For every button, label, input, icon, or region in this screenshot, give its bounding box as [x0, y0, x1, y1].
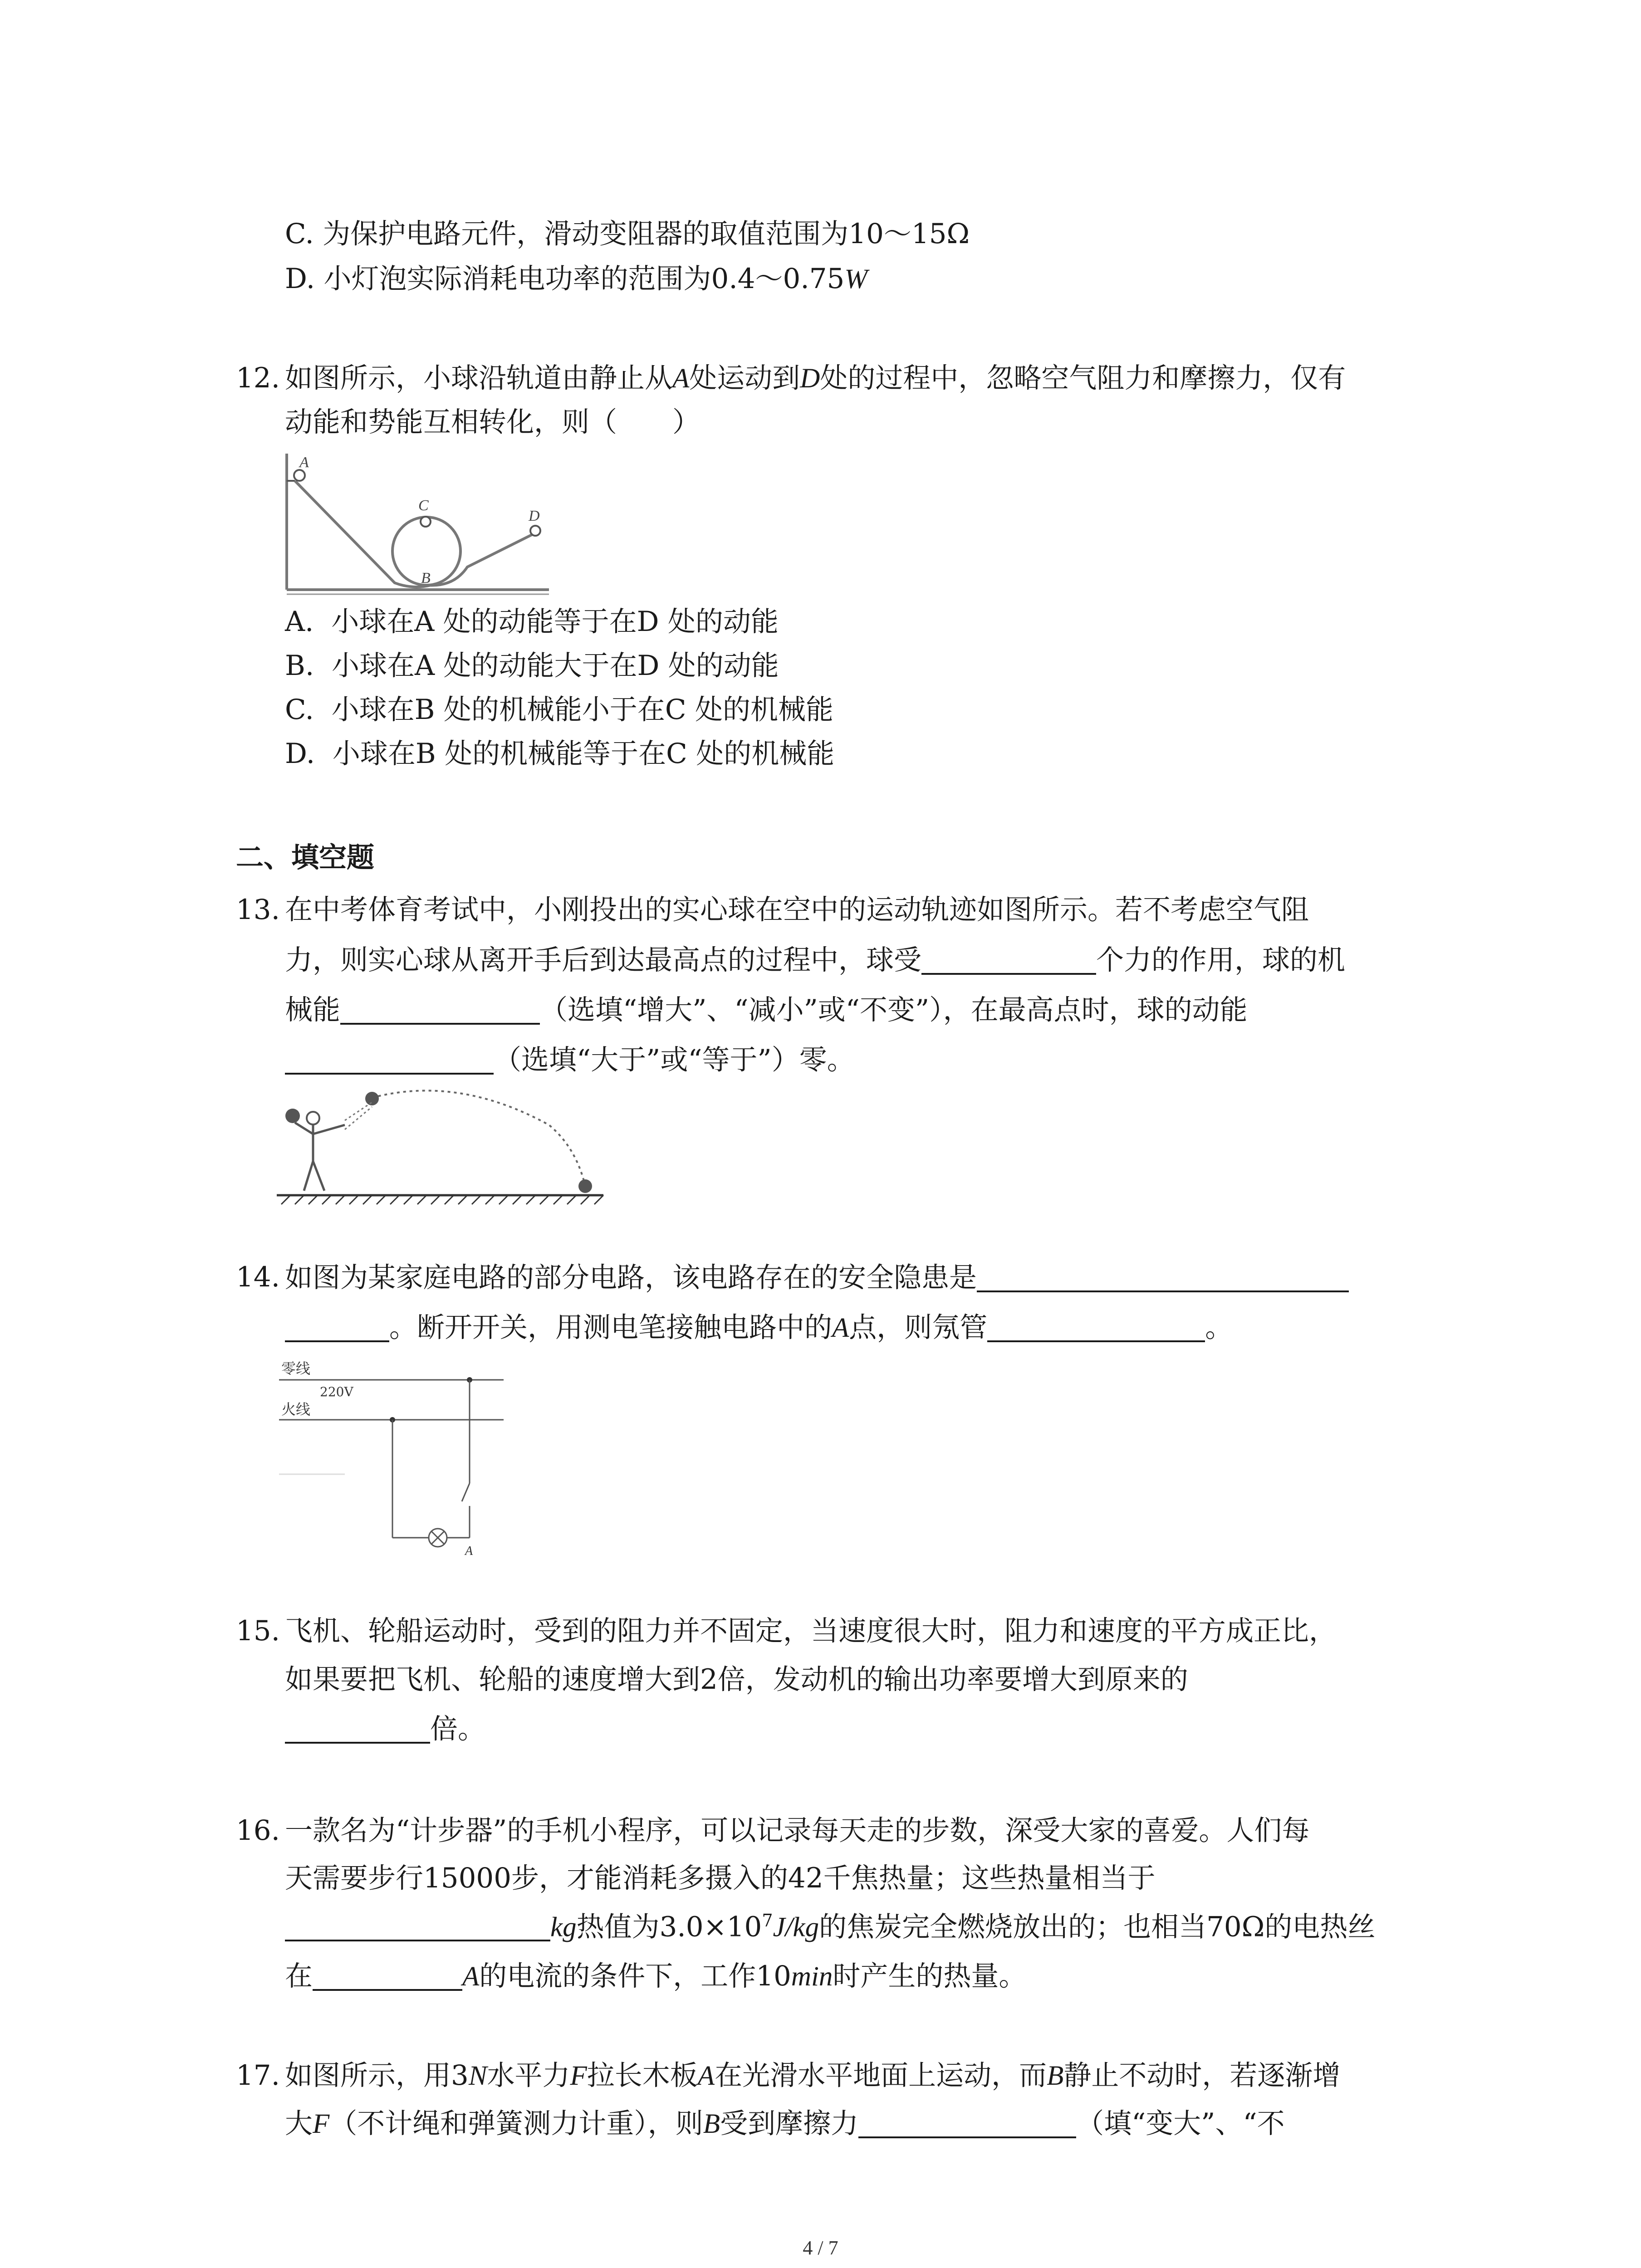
q14-circuit-figure	[277, 1356, 513, 1556]
q14-point-a-label: A	[465, 1544, 473, 1558]
q16-number: 16.	[236, 1814, 280, 1847]
q11-option-d: D. 小灯泡实际消耗电功率的范围为0.4～0.75W	[285, 263, 868, 295]
q15-number: 15.	[236, 1615, 280, 1647]
q14-blank-1a[interactable]	[977, 1263, 1349, 1292]
q13-line3: 械能 （选填“增大”、“减小”或“不变”），在最高点时，球的动能	[285, 994, 1248, 1026]
q14-line2: 。断开开关，用测电笔接触电路中的A点，则氖管 。	[285, 1313, 1233, 1342]
q13-line2: 力，则实心球从离开手后到达最高点的过程中，球受 个力的作用，球的机	[285, 944, 1346, 976]
q17-line1: 如图所示，用3N水平力F拉长木板A在光滑水平地面上运动，而B静止不动时，若逐渐增	[285, 2059, 1341, 2092]
q14-line1: 如图为某家庭电路的部分电路，该电路存在的安全隐患是	[285, 1263, 1349, 1292]
q16-line3: kg热值为$3.0\times 10^7J/kg$的焦炭完全燃烧放出的；也相当70Ω的电热丝	[285, 1912, 1375, 1941]
q14-live-label: 火线	[281, 1401, 311, 1418]
q12-line2: 动能和势能互相转化，则（ ）	[285, 406, 700, 438]
q12-fig-label-b: B	[421, 570, 431, 587]
q16-blank-2[interactable]	[313, 1962, 462, 1991]
q17-line2: 大F（不计绳和弹簧测力计重），则B受到摩擦力 （填“变大”、“不	[285, 2107, 1285, 2140]
q14-voltage-label: 220V	[320, 1384, 353, 1399]
q13-throw-figure	[277, 1080, 603, 1211]
q15-blank-1[interactable]	[285, 1715, 430, 1744]
q13-line4: （选填“大于”或“等于”）零。	[285, 1046, 855, 1075]
q13-blank-2[interactable]	[340, 996, 540, 1025]
q16-line4: 在 A的电流的条件下，工作10min时产生的热量。	[285, 1960, 1027, 1992]
q12-line1: 如图所示，小球沿轨道由静止从A处运动到D处的过程中，忽略空气阻力和摩擦力，仅有	[285, 362, 1346, 394]
q13-number: 13.	[236, 894, 280, 926]
q15-line1: 飞机、轮船运动时，受到的阻力并不固定，当速度很大时，阻力和速度的平方成正比，	[285, 1615, 1337, 1647]
q13-line1: 在中考体育考试中，小刚投出的实心球在空中的运动轨迹如图所示。若不考虑空气阻	[285, 894, 1309, 926]
q12-fig-label-a: A	[299, 454, 309, 471]
q12-option-c[interactable]: C. 小球在B 处的机械能小于在C 处的机械能	[285, 694, 833, 726]
q12-track-figure	[281, 454, 554, 603]
q12-option-b[interactable]: B. 小球在A 处的动能大于在D 处的动能	[285, 650, 779, 682]
q15-line3: 倍。	[285, 1715, 485, 1744]
q13-blank-1[interactable]	[921, 946, 1096, 975]
q12-number: 12.	[236, 362, 280, 394]
q14-number: 14.	[236, 1261, 280, 1293]
q17-blank-1[interactable]	[858, 2109, 1076, 2138]
q12-option-a[interactable]: A. 小球在A 处的动能等于在D 处的动能	[285, 606, 779, 638]
q14-blank-1b[interactable]	[285, 1313, 389, 1342]
q12-fig-label-d: D	[529, 508, 540, 524]
q16-line2: 天需要步行15000步，才能消耗多摄入的42千焦热量；这些热量相当于	[285, 1862, 1156, 1894]
q12-option-d[interactable]: D. 小球在B 处的机械能等于在C 处的机械能	[285, 738, 835, 770]
q13-blank-3[interactable]	[285, 1046, 494, 1075]
q17-number: 17.	[236, 2059, 280, 2092]
q11-option-c: C. 为保护电路元件，滑动变阻器的取值范围为10～15Ω	[285, 218, 970, 250]
q16-blank-1[interactable]	[285, 1912, 550, 1941]
q14-blank-2[interactable]	[987, 1313, 1205, 1342]
page-number: 4 / 7	[803, 2237, 838, 2259]
q12-fig-label-c: C	[418, 497, 429, 514]
section-title-fill-blank: 二、填空题	[236, 841, 375, 874]
q14-neutral-label: 零线	[281, 1360, 311, 1377]
q16-line1: 一款名为“计步器”的手机小程序，可以记录每天走的步数，深受大家的喜爱。人们每	[285, 1814, 1310, 1847]
q15-line2: 如果要把飞机、轮船的速度增大到2倍，发动机的输出功率要增大到原来的	[285, 1663, 1188, 1696]
